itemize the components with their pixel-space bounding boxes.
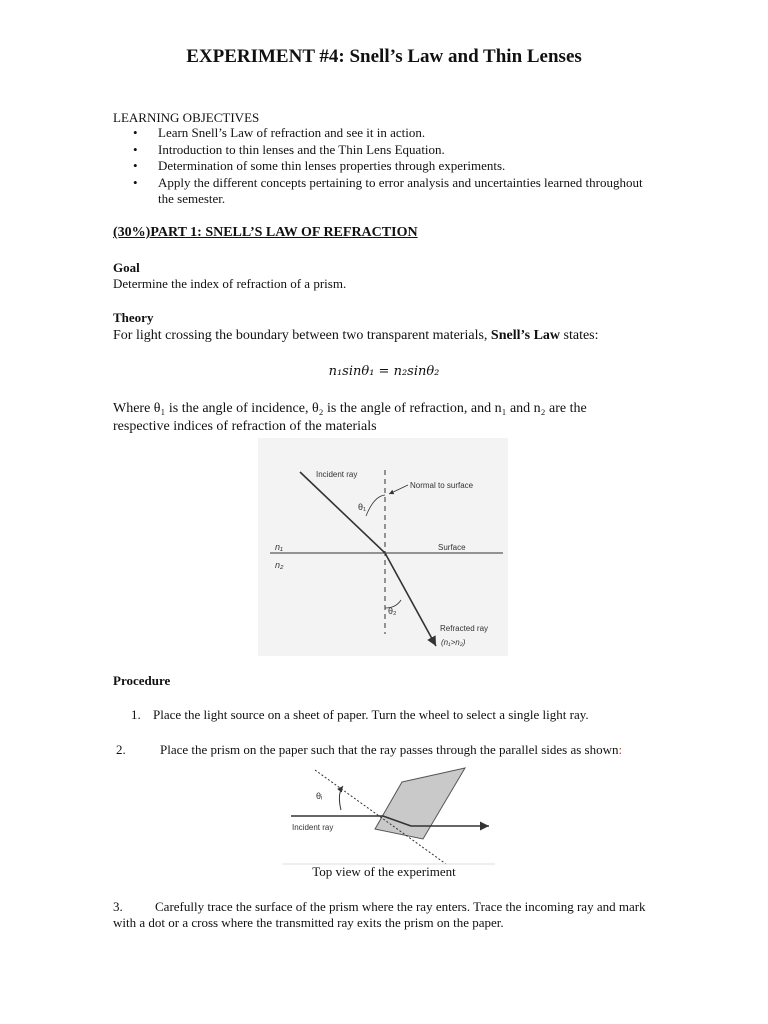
list-item: • Apply the different concepts pertaining to error analysis and uncertainties learned throughout the semester.	[133, 174, 643, 206]
theta1-arc	[366, 495, 385, 516]
list-item: • Determination of some thin lenses properties through experiments.	[133, 158, 506, 173]
objectives-heading: LEARNING OBJECTIVES	[113, 110, 260, 125]
bullet-icon: •	[133, 141, 138, 157]
theory-text: For light crossing the boundary between two transparent materials, Snell’s Law states:	[113, 328, 599, 343]
n2-label: n₂	[275, 560, 284, 570]
bullet-icon: •	[133, 125, 138, 140]
theta2-label: θ₂	[388, 606, 397, 616]
bullet-icon: •	[133, 158, 138, 173]
step3-text: Carefully trace the surface of the prism where the ray enters. Trace the incoming ray and mark with a dot or a cross where the transmitted ray exits the prism on the paper.	[113, 899, 646, 930]
figure-caption: Top view of the experiment	[312, 864, 456, 879]
refraction-diagram	[258, 438, 508, 656]
incident-ray-label: Incident ray	[292, 823, 334, 832]
goal-text: Determine the index of refraction of a prism.	[113, 276, 347, 291]
refracted-ray-label: Refracted ray	[440, 624, 489, 633]
part1-heading: (30%)PART 1: SNELL’S LAW OF REFRACTION	[113, 225, 418, 240]
step1-text: Place the light source on a sheet of paper. Turn the wheel to select a single light ray.	[153, 707, 589, 722]
refracted-ray	[385, 553, 436, 646]
goal-heading: Goal	[113, 260, 140, 275]
where-text: Where θ₁ is the angle of incidence, θ₂ is the angle of refraction, and n₁ and n₂ are the respective indices of refraction of the materials	[113, 401, 587, 434]
surface-label: Surface	[438, 543, 466, 552]
normal-label: Normal to surface	[410, 481, 474, 490]
normal-pointer	[389, 485, 408, 494]
n1-label: n₁	[275, 542, 283, 552]
step1-number: 1.	[131, 707, 141, 722]
prism-diagram	[283, 764, 495, 866]
theta-i-label: θᵢ	[316, 791, 323, 801]
list-item: • Introduction to thin lenses and the Thin Lens Equation.	[133, 141, 445, 157]
list-item: • Learn Snell’s Law of refraction and see it in action.	[133, 125, 426, 140]
prism-shape	[375, 768, 465, 839]
step3-number: 3.	[113, 899, 123, 914]
step2-text: Place the prism on the paper such that the ray passes through the parallel sides as shown:	[160, 742, 623, 757]
theta1-label: θ₁	[358, 502, 367, 512]
bullet-icon: •	[133, 174, 138, 190]
step2-number: 2.	[116, 742, 126, 757]
refraction-condition: (n₁>n₂)	[441, 638, 466, 647]
theory-heading: Theory	[113, 310, 154, 325]
incident-ray	[300, 472, 385, 553]
page-title: EXPERIMENT #4: Snell’s Law and Thin Lenses	[186, 46, 582, 67]
objectives-list	[113, 125, 643, 208]
snells-law-equation: n₁sinθ₁ = n₂sinθ₂	[328, 364, 440, 379]
incident-ray-label: Incident ray	[316, 470, 358, 479]
procedure-heading: Procedure	[113, 673, 171, 688]
